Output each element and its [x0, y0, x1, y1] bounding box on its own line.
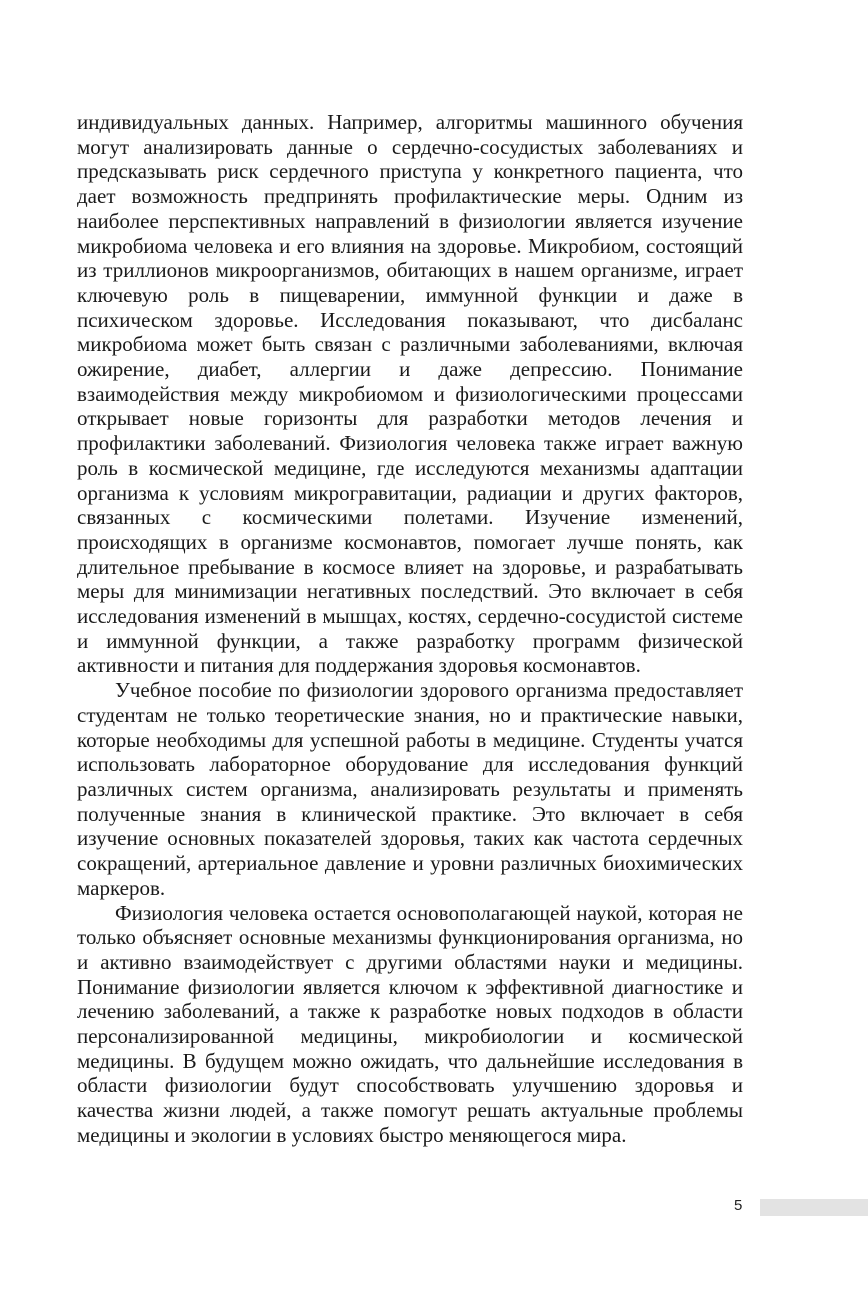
paragraph-continuation: индивидуальных данных. Например, алгоритмы машинного обучения могут анализировать данные о сердечно-сосудистых заболеваниях и предсказывать риск сердечного приступа у конкретного пациента, что дает возможность предпринять профилактические меры. Одним из наиболее перспективных направлений в физиологии является изучение микробиома человека и его влияния на здоровье. Микробиом, состоящий из триллионов микроорганизмов, обитающих в нашем организме, играет ключевую роль в пищеварении, иммунной функции и даже в психическом здоровье. Исследования показывают, что дисбаланс микробиома может быть связан с различными заболеваниями, включая ожирение, диабет, аллергии и даже депрессию. Понимание взаимодействия между микробиомом и физиологическими процессами открывает новые горизонты для разработки методов лечения и профилактики заболеваний. Физиология человека также играет важную роль в космической медицине, где исследуются механизмы адаптации организма к условиям микрогравитации, радиации и других факторов, связанных с космическими полетами. Изучение изменений, происходящих в организме космонавтов, помогает лучше понять, как длительное пребывание в космосе влияет на здоровье, и разрабатывать меры для минимизации негативных последствий. Это включает в себя исследования изменений в мышцах, костях, сердечно-сосудистой системе и иммунной функции, а также разработку программ физической активности и питания для поддержания здоровья космонавтов.	[77, 110, 743, 678]
paragraph-conclusion: Физиология человека остается основополагающей наукой, которая не только объясняет основные механизмы функционирования организма, но и активно взаимодействует с другими областями науки и медицины. Понимание физиологии является ключом к эффективной диагностике и лечению заболеваний, а также к разработке новых подходов в области персонализированной медицины, микробиологии и космической медицины. В будущем можно ожидать, что дальнейшие исследования в области физиологии будут способствовать улучшению здоровья и качества жизни людей, а также помогут решать актуальные проблемы медицины и экологии в условиях быстро меняющегося мира.	[77, 900, 743, 1147]
footer-decorative-bar	[760, 1199, 868, 1216]
paragraph-textbook: Учебное пособие по физиологии здорового организма предоставляет студентам не только теоретические знания, но и практические навыки, которые необходимы для успешной работы в медицине. Студенты учатся использовать лабораторное оборудование для исследования функций различных систем организма, анализировать результаты и применять полученные знания в клинической практике. Это включает в себя изучение основных показателей здоровья, таких как частота сердечных сокращений, артериальное давление и уровни различных биохимических маркеров.	[77, 678, 743, 900]
page-number: 5	[734, 1197, 743, 1214]
body-text	[77, 110, 743, 1148]
